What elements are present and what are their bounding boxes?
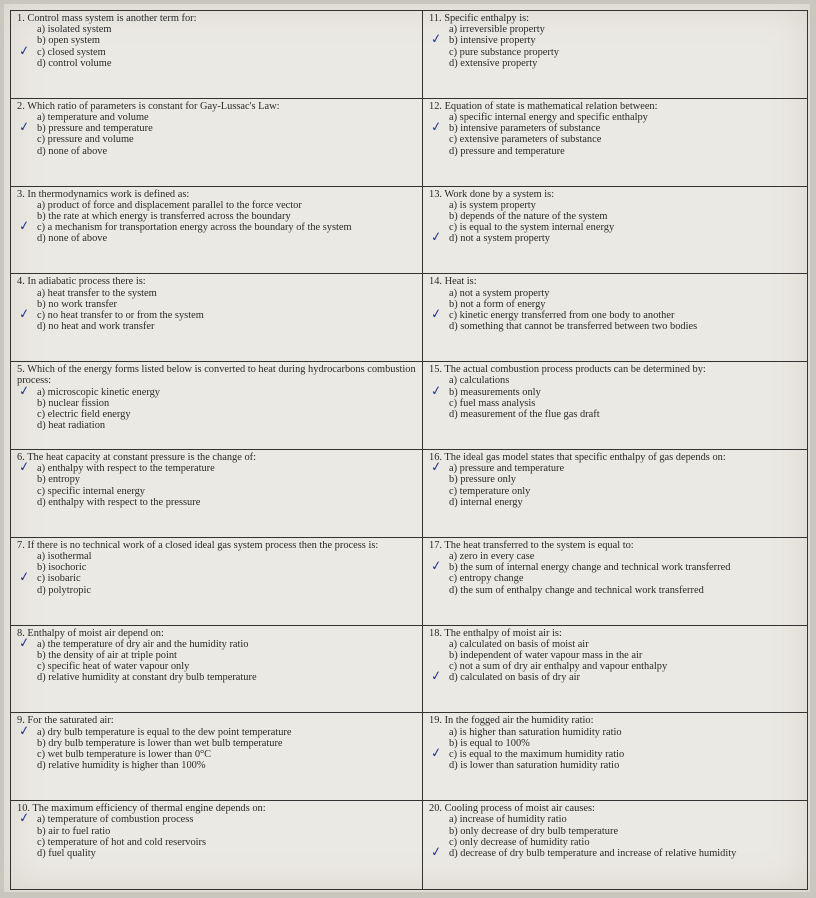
- answer-option: [37, 848, 416, 859]
- answer-option: [37, 321, 416, 332]
- answer-option-text: d) heat radiation: [37, 420, 106, 432]
- question-cell: [423, 187, 807, 275]
- question-text: 13. Work done by a system is:: [429, 188, 555, 200]
- answer-option: [37, 749, 416, 760]
- answer-option-text: a) microscopic kinetic energy: [37, 386, 161, 398]
- answer-option-text: b) only decrease of dry bulb temperature: [449, 825, 619, 837]
- answer-option-text: d) control volume: [37, 57, 112, 69]
- answer-option: [449, 585, 801, 596]
- answer-option-text: d) fuel quality: [37, 848, 96, 859]
- answer-option-text: b) open system: [37, 35, 100, 47]
- answer-option: [17, 569, 416, 587]
- answer-option: [449, 826, 801, 837]
- answer-option: [449, 47, 801, 58]
- answer-option: [37, 233, 416, 244]
- answer-option: [17, 722, 416, 740]
- question-text: 17. The heat transferred to the system is equal to:: [429, 539, 634, 551]
- question-cell: [11, 362, 423, 450]
- check-mark-icon: ✓: [17, 722, 31, 740]
- answer-option: [37, 486, 416, 497]
- question-text: 14. Heat is:: [429, 276, 477, 288]
- check-mark-icon: ✓: [429, 745, 443, 762]
- answer-option: [37, 200, 416, 211]
- answer-option: [429, 668, 801, 686]
- answer-option-text: c) kinetic energy transferred from one body to another: [449, 310, 675, 321]
- question-text: 4. In adiabatic process there is:: [17, 276, 146, 288]
- answer-option: [429, 844, 801, 861]
- answer-option: [449, 573, 801, 584]
- answer-option: [17, 459, 416, 476]
- answer-option-text: a) is system property: [449, 199, 536, 211]
- answer-option-text: a) enthalpy with respect to the temperature: [37, 463, 215, 475]
- question-text: 8. Enthalpy of moist air depend on:: [17, 627, 164, 639]
- answer-option: [449, 211, 801, 222]
- question-cell: [423, 99, 807, 187]
- answer-option-text: a) pressure and temperature: [449, 463, 565, 475]
- answer-option: [429, 229, 801, 247]
- answer-option-text: c) wet bulb temperature is lower than 0°C: [37, 749, 212, 760]
- answer-option: [449, 497, 801, 508]
- answer-option-text: a) isothermal: [37, 551, 92, 562]
- exam-sheet: [4, 4, 810, 892]
- check-mark-icon: ✓: [17, 218, 31, 235]
- answer-option-text: c) is equal to the system internal energy: [449, 222, 615, 234]
- answer-option: [449, 639, 801, 650]
- question-text: 18. The enthalpy of moist air is:: [429, 627, 562, 639]
- answer-option: [37, 738, 416, 749]
- question-text: 5. Which of the energy forms listed below is converted to heat during hydrocarbons combustion process:: [17, 364, 416, 387]
- answer-option-text: d) extensive property: [449, 57, 538, 69]
- answer-option: [37, 551, 416, 562]
- answer-option-text: b) not a form of energy: [449, 298, 546, 310]
- question-text: 1. Control mass system is another term for:: [17, 13, 197, 24]
- check-mark-icon: ✓: [429, 558, 443, 575]
- answer-option: [449, 200, 801, 211]
- answer-option: [429, 459, 801, 476]
- answer-option: [17, 119, 416, 136]
- answer-option-text: c) extensive parameters of substance: [449, 134, 602, 146]
- answer-option: [37, 58, 416, 69]
- question-text: 3. In thermodynamics work is defined as:: [17, 188, 190, 200]
- answer-option: [449, 760, 801, 771]
- question-text: 15. The actual combustion process products can be determined by:: [429, 364, 706, 376]
- answer-option-text: c) specific internal energy: [37, 485, 145, 497]
- check-mark-icon: ✓: [429, 382, 443, 400]
- answer-option-text: d) enthalpy with respect to the pressure: [37, 496, 201, 508]
- question-text: 20. Cooling process of moist air causes:: [429, 803, 595, 815]
- answer-option-text: c) electric field energy: [37, 409, 131, 420]
- answer-option-text: a) specific internal energy and specific enthalpy: [449, 112, 648, 123]
- answer-option: [449, 146, 801, 157]
- answer-option: [429, 745, 801, 762]
- answer-option-text: a) calculated on basis of moist air: [449, 638, 589, 650]
- check-mark-icon: ✓: [17, 42, 31, 60]
- answer-option-text: c) not a sum of dry air enthalpy and vapour enthalpy: [449, 661, 668, 673]
- answer-option: [449, 375, 801, 386]
- question-cell: [423, 538, 807, 626]
- answer-option: [449, 837, 801, 848]
- answer-option-text: b) the density of air at triple point: [37, 650, 177, 661]
- question-cell: [423, 362, 807, 450]
- answer-option-text: b) pressure and temperature: [37, 123, 153, 135]
- answer-option-text: d) polytropic: [37, 584, 91, 596]
- answer-option-text: a) product of force and displacement parallel to the force vector: [37, 199, 302, 211]
- answer-option: [37, 650, 416, 661]
- answer-option-text: d) not a system property: [449, 233, 550, 245]
- answer-option-text: b) nuclear fission: [37, 397, 110, 409]
- answer-option-text: b) pressure only: [449, 474, 516, 486]
- answer-option: [449, 486, 801, 497]
- answer-option-text: b) entropy: [37, 474, 80, 486]
- check-mark-icon: ✓: [17, 306, 31, 323]
- answer-option-text: b) intensive property: [449, 35, 536, 47]
- answer-option-text: c) fuel mass analysis: [449, 397, 536, 409]
- answer-option-text: a) dry bulb temperature is equal to the dew point temperature: [37, 726, 292, 738]
- answer-option-text: c) pressure and volume: [37, 134, 134, 146]
- check-mark-icon: ✓: [429, 229, 443, 247]
- answer-option-text: d) none of above: [37, 233, 108, 245]
- answer-option: [429, 119, 801, 136]
- question-text: 16. The ideal gas model states that specific enthalpy of gas depends on:: [429, 452, 726, 463]
- question-cell: [11, 187, 423, 275]
- check-mark-icon: ✓: [17, 119, 31, 136]
- answer-option: [37, 288, 416, 299]
- answer-option: [37, 661, 416, 672]
- question-cell: [423, 626, 807, 714]
- answer-option: [37, 299, 416, 310]
- answer-option: [37, 24, 416, 35]
- answer-option: [37, 134, 416, 145]
- check-mark-icon: ✓: [429, 844, 443, 861]
- answer-option-text: a) not a system property: [449, 287, 550, 299]
- answer-option: [37, 211, 416, 222]
- answer-option: [449, 58, 801, 69]
- answer-option: [449, 321, 801, 332]
- answer-option-text: d) no heat and work transfer: [37, 321, 155, 333]
- answer-option-text: b) depends of the nature of the system: [449, 211, 608, 222]
- answer-option: [449, 409, 801, 420]
- answer-option: [449, 650, 801, 661]
- answer-option-text: a) calculations: [449, 375, 510, 387]
- answer-option: [449, 288, 801, 299]
- answer-option: [17, 306, 416, 323]
- question-cell: [423, 11, 807, 99]
- question-text: 11. Specific enthalpy is:: [429, 13, 530, 24]
- answer-option: [17, 42, 416, 60]
- answer-option: [37, 409, 416, 420]
- answer-option-text: b) measurements only: [449, 386, 541, 398]
- answer-option-text: d) calculated on basis of dry air: [449, 672, 580, 684]
- answer-option-text: a) isolated system: [37, 24, 112, 36]
- answer-option: [37, 497, 416, 508]
- answer-option-text: a) irreversible property: [449, 24, 545, 36]
- answer-option-text: a) the temperature of dry air and the humidity ratio: [37, 638, 249, 650]
- check-mark-icon: ✓: [429, 459, 443, 476]
- answer-option-text: b) the rate at which energy is transferred across the boundary: [37, 211, 291, 222]
- answer-option-text: c) closed system: [37, 46, 106, 58]
- answer-option-text: d) relative humidity is higher than 100%: [37, 760, 206, 772]
- answer-option-text: b) no work transfer: [37, 298, 117, 310]
- answer-option: [37, 146, 416, 157]
- answer-option: [449, 551, 801, 562]
- answer-option-text: c) entropy change: [449, 573, 524, 585]
- answer-option: [17, 635, 416, 652]
- answer-option-text: b) intensive parameters of substance: [449, 123, 601, 135]
- answer-option: [449, 398, 801, 409]
- question-cell: [11, 713, 423, 801]
- question-text: 7. If there is no technical work of a closed ideal gas system process then the process is:: [17, 539, 379, 551]
- answer-option: [449, 299, 801, 310]
- question-text: 6. The heat capacity at constant pressure is the change of:: [17, 452, 256, 463]
- question-text: 12. Equation of state is mathematical relation between:: [429, 100, 658, 112]
- answer-option-text: c) pure substance property: [449, 46, 559, 58]
- answer-option: [37, 35, 416, 46]
- answer-option-text: b) is equal to 100%: [449, 737, 530, 749]
- answer-option-text: b) dry bulb temperature is lower than wet bulb temperature: [37, 737, 283, 749]
- question-text: 10. The maximum efficiency of thermal engine depends on:: [17, 803, 266, 815]
- check-mark-icon: ✓: [17, 382, 31, 400]
- answer-option-text: d) something that cannot be transferred between two bodies: [449, 321, 698, 333]
- answer-option-text: a) heat transfer to the system: [37, 287, 157, 299]
- answer-option: [37, 826, 416, 837]
- answer-option-text: c) temperature of hot and cold reservoirs: [37, 836, 207, 848]
- question-grid: [10, 10, 808, 890]
- answer-option: [37, 760, 416, 771]
- answer-option-text: d) is lower than saturation humidity ratio: [449, 760, 620, 772]
- question-cell: [11, 538, 423, 626]
- question-cell: [11, 99, 423, 187]
- answer-option-text: c) specific heat of water vapour only: [37, 661, 190, 673]
- check-mark-icon: ✓: [17, 810, 31, 828]
- check-mark-icon: ✓: [429, 31, 443, 49]
- check-mark-icon: ✓: [429, 306, 443, 323]
- question-cell: [11, 274, 423, 362]
- answer-option: [37, 672, 416, 683]
- answer-option-text: a) increase of humidity ratio: [449, 814, 567, 826]
- question-cell: [11, 801, 423, 889]
- answer-option-text: d) pressure and temperature: [449, 145, 565, 157]
- answer-option-text: d) the sum of enthalpy change and technical work transferred: [449, 584, 704, 596]
- question-text: 2. Which ratio of parameters is constant for Gay-Lussac's Law:: [17, 100, 280, 112]
- answer-option-text: a) temperature of combustion process: [37, 814, 194, 826]
- answer-option-text: d) none of above: [37, 145, 108, 157]
- question-text: 9. For the saturated air:: [17, 715, 114, 727]
- answer-option: [449, 474, 801, 485]
- check-mark-icon: ✓: [429, 119, 443, 136]
- question-cell: [423, 450, 807, 538]
- question-cell: [423, 274, 807, 362]
- answer-option: [449, 24, 801, 35]
- answer-option-text: c) no heat transfer to or from the system: [37, 310, 204, 321]
- answer-option: [37, 562, 416, 573]
- answer-option: [17, 382, 416, 400]
- check-mark-icon: ✓: [429, 668, 443, 686]
- answer-option: [429, 31, 801, 49]
- answer-option-text: b) isochoric: [37, 562, 87, 574]
- answer-option-text: c) temperature only: [449, 485, 531, 497]
- question-cell: [11, 11, 423, 99]
- answer-option: [37, 420, 416, 431]
- answer-option: [449, 222, 801, 233]
- question-cell: [423, 801, 807, 889]
- answer-option-text: a) temperature and volume: [37, 112, 149, 123]
- answer-option-text: c) isobaric: [37, 573, 81, 585]
- question-cell: [11, 626, 423, 714]
- answer-option-text: c) a mechanism for transportation energy across the boundary of the system: [37, 222, 352, 234]
- answer-option: [37, 474, 416, 485]
- answer-option-text: a) is higher than saturation humidity ratio: [449, 726, 622, 738]
- answer-option: [429, 558, 801, 575]
- question-cell: [11, 450, 423, 538]
- answer-option-text: a) zero in every case: [449, 551, 535, 562]
- answer-option-text: c) is equal to the maximum humidity ratio: [449, 749, 625, 760]
- question-cell: [423, 713, 807, 801]
- check-mark-icon: ✓: [17, 635, 31, 652]
- answer-option: [37, 837, 416, 848]
- answer-option-text: b) independent of water vapour mass in the air: [449, 650, 643, 661]
- answer-option: [449, 134, 801, 145]
- answer-option: [449, 661, 801, 672]
- answer-option-text: d) measurement of the flue gas draft: [449, 409, 600, 420]
- answer-option-text: d) internal energy: [449, 496, 523, 508]
- answer-option: [37, 112, 416, 123]
- answer-option-text: c) only decrease of humidity ratio: [449, 836, 590, 848]
- answer-option: [37, 585, 416, 596]
- answer-option: [449, 738, 801, 749]
- answer-option-text: d) decrease of dry bulb temperature and increase of relative humidity: [449, 848, 737, 859]
- answer-option: [449, 727, 801, 738]
- answer-option: [37, 398, 416, 409]
- answer-option: [17, 218, 416, 235]
- answer-option: [429, 306, 801, 323]
- check-mark-icon: ✓: [17, 569, 31, 587]
- answer-option-text: b) the sum of internal energy change and technical work transferred: [449, 562, 731, 574]
- answer-option: [17, 810, 416, 828]
- question-text: 19. In the fogged air the humidity ratio:: [429, 715, 594, 727]
- check-mark-icon: ✓: [17, 459, 31, 476]
- answer-option-text: b) air to fuel ratio: [37, 825, 111, 837]
- answer-option: [429, 382, 801, 400]
- answer-option-text: d) relative humidity at constant dry bulb temperature: [37, 672, 257, 684]
- answer-option: [449, 814, 801, 825]
- answer-option: [449, 112, 801, 123]
